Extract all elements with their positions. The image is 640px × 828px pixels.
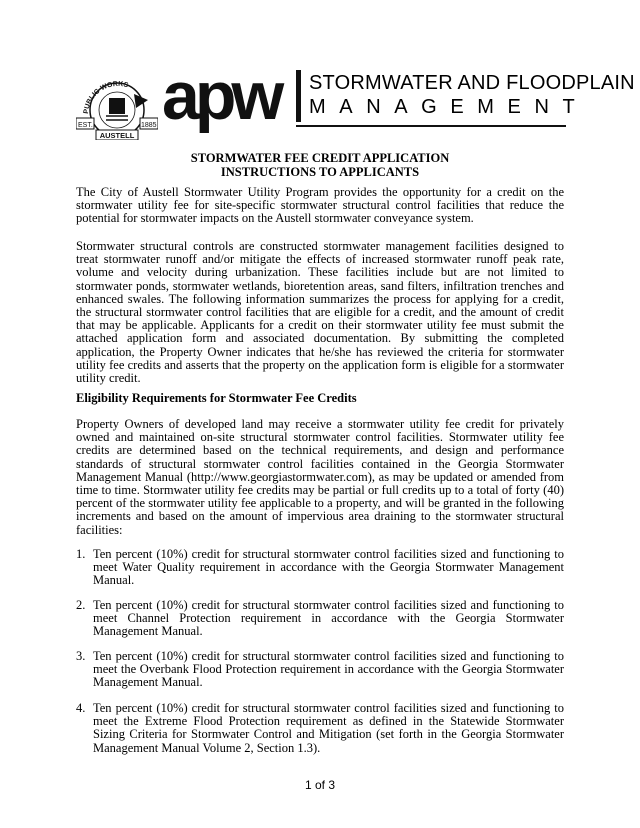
list-item-text: Ten percent (10%) credit for structural stormwater control facilities sized and functioning to meet the Extreme Flood Protection requirement as defined in the Statewide Stormwater Sizing Criteria for Stormwater Control and Mitigation (set forth in the Georgia Stormwater Management Manual Volume 2, Section 1.3). bbox=[93, 701, 564, 755]
document-subtitle: INSTRUCTIONS TO APPLICANTS bbox=[220, 165, 420, 179]
page-header bbox=[74, 58, 635, 146]
header-rule bbox=[296, 125, 566, 127]
seal-est: EST. bbox=[78, 122, 93, 129]
list-item-text: Ten percent (10%) credit for structural stormwater control facilities sized and functioning to meet Channel Protection requirement in accordance with the Georgia Stormwater Management Manual. bbox=[93, 598, 564, 639]
eligibility-paragraph: Property Owners of developed land may receive a stormwater utility fee credit for privately owned and maintained on-site structural stormwater control facilities. Stormwater utility fee credits are determined based on the technical requirements, and design and performance standards of structural stormwater control facilities contained in the Georgia Stormwater Management Manual (http://www.georgiastormwater.com), as may be updated or amended from time to time. Stormwater utility fee credits may be partial or full credits up to a total of forty (40) percent of the stormwater utility fee applicable to a property, and will be granted in the following increments and based on the amount of impervious area draining to the stormwater structural facilities: bbox=[76, 417, 564, 537]
document-title: STORMWATER FEE CREDIT APPLICATION bbox=[190, 151, 450, 165]
list-item-number: 1. bbox=[76, 547, 86, 561]
list-item-number: 3. bbox=[76, 649, 86, 663]
structural-controls-paragraph: Stormwater structural controls are constructed stormwater management facilities designed to treat stormwater runoff and/or mitigate the effects of increased stormwater runoff peak rate, volume and velocity during urbanization. These facilities include but are not limited to stormwater ponds, stormwater wetlands, bioretention areas, sand filters, infiltration trenches and enhanced swales. The following information summarizes the process for applying for a credit, the structural stormwater control facilities that are eligible for a credit, and the amount of credit that may be applicable. Applicants for a credit on their stormwater utility fee must submit the attached application form and associated documentation. By submitting the completed application, the Property Owner indicates that he/she has reviewed the criteria for stormwater utility fee credits and asserts that the property on the application form is eligible for a stormwater utility credit. bbox=[76, 239, 564, 386]
public-works-seal-logo bbox=[76, 74, 158, 140]
intro-paragraph: The City of Austell Stormwater Utility Program provides the opportunity for a credit on the stormwater utility fee for site-specific stormwater structural control facilities that reduce the potential for stormwater impacts on the Austell stormwater conveyance system. bbox=[76, 185, 564, 226]
seal-year: 1885 bbox=[141, 122, 157, 129]
seal-top-text: PUBLIC WORKS bbox=[82, 80, 129, 115]
page-number: 1 of 3 bbox=[304, 778, 336, 792]
list-item-number: 2. bbox=[76, 598, 86, 612]
eligibility-heading: Eligibility Requirements for Stormwater Fee Credits bbox=[76, 391, 357, 405]
list-item-text: Ten percent (10%) credit for structural stormwater control facilities sized and functioning to meet Water Quality requirement in accordance with the Georgia Stormwater Management Manual. bbox=[93, 547, 564, 588]
list-item-number: 4. bbox=[76, 701, 86, 715]
logo-divider bbox=[296, 70, 301, 122]
apw-logo-text: apw bbox=[162, 58, 280, 134]
list-item-text: Ten percent (10%) credit for structural stormwater control facilities sized and functioning to meet the Overbank Flood Protection requirement in accordance with the Georgia Stormwater Management Manual. bbox=[93, 649, 564, 690]
brand-line-2: MANAGEMENT bbox=[309, 96, 589, 118]
brand-line-1: STORMWATER AND FLOODPLAIN bbox=[309, 72, 635, 94]
seal-city: AUSTELL bbox=[99, 131, 135, 140]
